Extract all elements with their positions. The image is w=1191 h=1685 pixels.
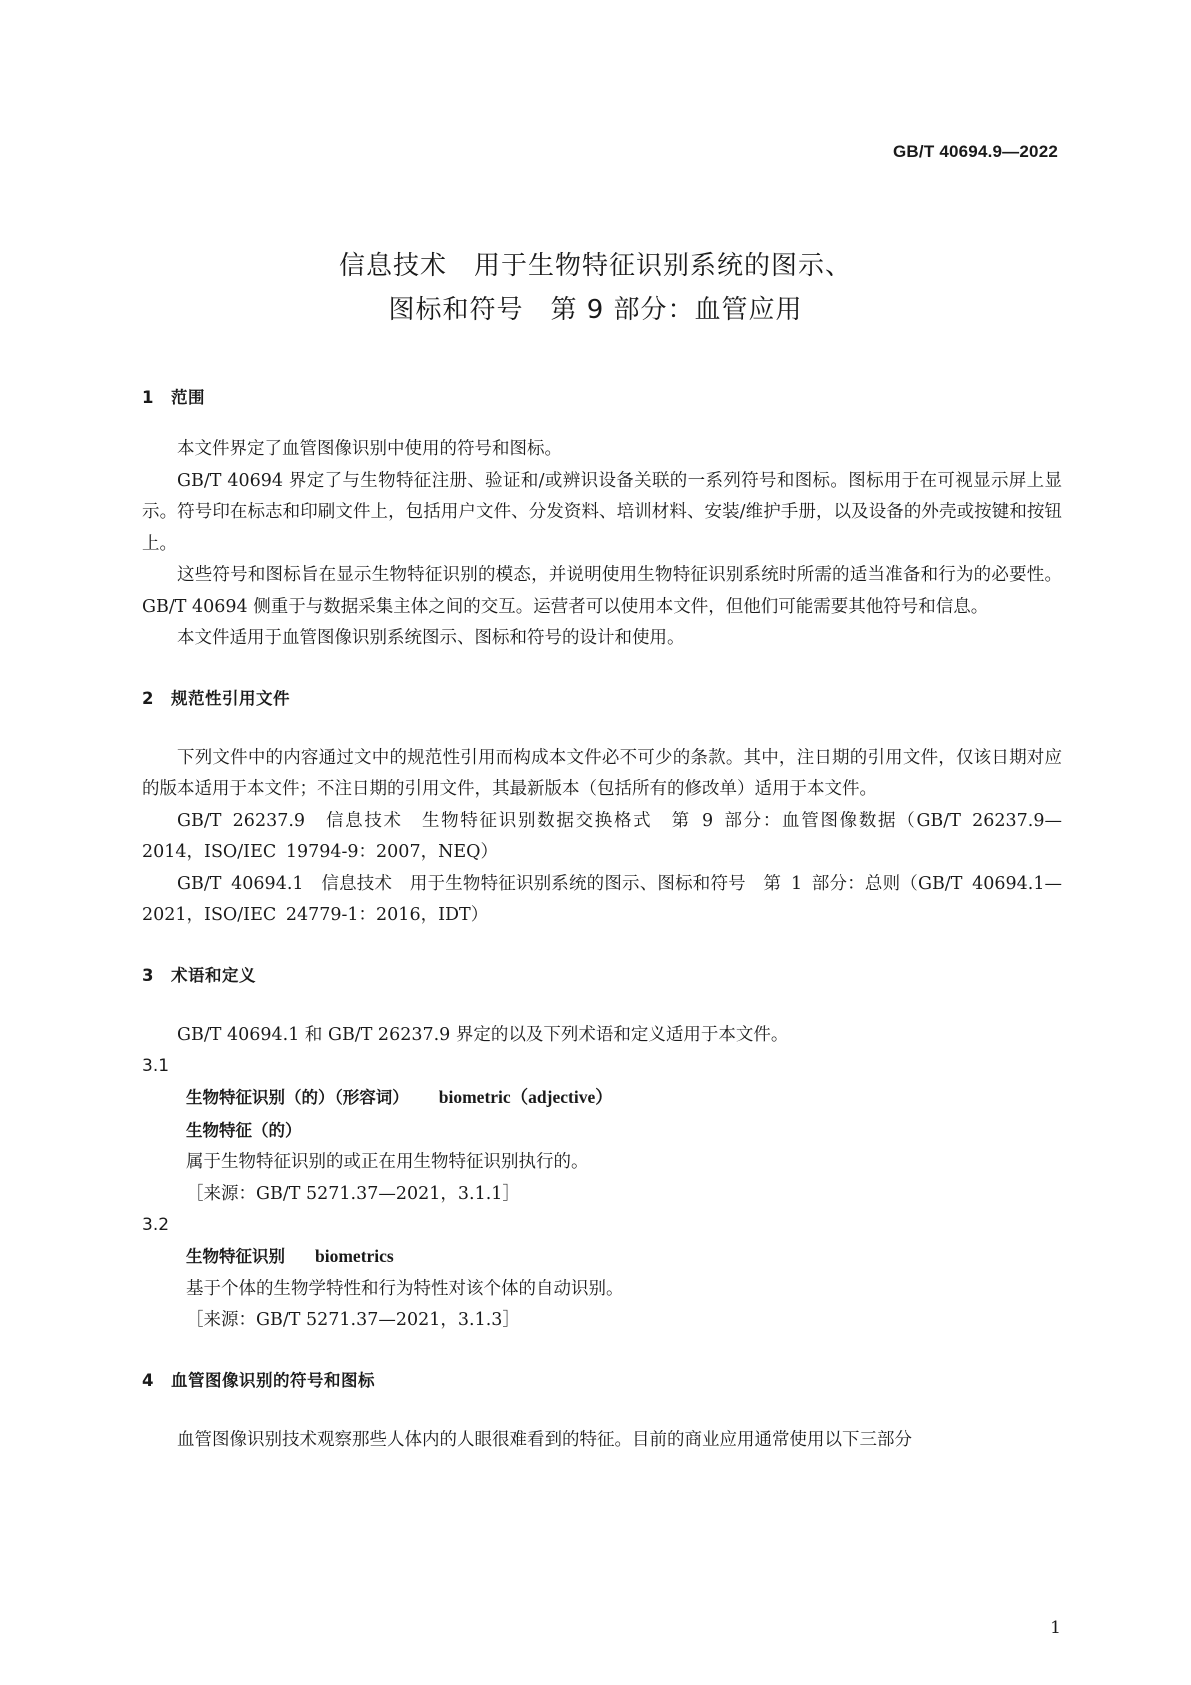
normative-reference: GB/T 40694.1 信息技术 用于生物特征识别系统的图示、图标和符号 第 1 部分：总则（GB/T 40694.1—2021，ISO/IEC 24779-1：2016，IDT） bbox=[142, 873, 1062, 925]
term-number: 3.1 bbox=[142, 1056, 170, 1076]
section-1-paragraph: 本文件适用于血管图像识别系统图示、图标和符号的设计和使用。 bbox=[177, 628, 685, 648]
section-4-heading: 4 血管图像识别的符号和图标 bbox=[142, 1370, 375, 1390]
standard-code: GB/T 40694.9—2022 bbox=[893, 142, 1058, 161]
term-definition: 基于个体的生物学特性和行为特性对该个体的自动识别。 bbox=[186, 1278, 624, 1299]
section-2-intro: 下列文件中的内容通过文中的规范性引用而构成本文件必不可少的条款。其中，注日期的引用文件，仅该日期对应的版本适用于本文件；不注日期的引用文件，其最新版本（包括所有的修改单）适用于本文件。 bbox=[142, 747, 1062, 799]
term-english: biometrics bbox=[315, 1246, 394, 1266]
section-3-intro: GB/T 40694.1 和 GB/T 26237.9 界定的以及下列术语和定义适用于本文件。 bbox=[177, 1024, 789, 1045]
term-entry bbox=[142, 1051, 1062, 1210]
section-4-paragraph: 血管图像识别技术观察那些人体内的人眼很难看到的特征。目前的商业应用通常使用以下三部分 bbox=[177, 1429, 912, 1450]
title-line-1: 信息技术 用于生物特征识别系统的图示、 bbox=[338, 251, 852, 281]
term-source: ［来源：GB/T 5271.37—2021，3.1.3］ bbox=[186, 1310, 520, 1330]
section-1-paragraph: 这些符号和图标旨在显示生物特征识别的模态，并说明使用生物特征识别系统时所需的适当准备和行为的必要性。GB/T 40694 侧重于与数据采集主体之间的交互。运营者可以使用本文件，但他们可能需要其他符号和信息。 bbox=[142, 565, 1062, 617]
section-3-heading: 3 术语和定义 bbox=[142, 965, 256, 985]
term-english: biometric（adjective） bbox=[438, 1087, 613, 1107]
normative-reference: GB/T 26237.9 信息技术 生物特征识别数据交换格式 第 9 部分：血管图像数据（GB/T 26237.9—2014，ISO/IEC 19794-9：2007，NEQ） bbox=[142, 810, 1062, 862]
term-entry bbox=[142, 1210, 1062, 1337]
title-line-2: 图标和符号 第 9 部分：血管应用 bbox=[388, 295, 803, 325]
term-synonym: 生物特征（的） bbox=[186, 1120, 302, 1140]
page-number: 1 bbox=[1050, 1618, 1061, 1638]
section-1-paragraph: GB/T 40694 界定了与生物特征注册、验证和/或辨识设备关联的一系列符号和图标。图标用于在可视显示屏上显示。符号印在标志和印刷文件上，包括用户文件、分发资料、培训材料、安装/维护手册，以及设备的外壳或按键和按钮上。 bbox=[142, 470, 1062, 554]
term-chinese: 生物特征识别（的）（形容词） bbox=[186, 1088, 409, 1107]
document-title bbox=[0, 244, 1191, 332]
term-definition: 属于生物特征识别的或正在用生物特征识别执行的。 bbox=[186, 1152, 589, 1172]
section-1-paragraph: 本文件界定了血管图像识别中使用的符号和图标。 bbox=[177, 439, 562, 459]
term-source: ［来源：GB/T 5271.37—2021，3.1.1］ bbox=[186, 1183, 520, 1204]
section-2-heading: 2 规范性引用文件 bbox=[142, 688, 290, 708]
term-chinese: 生物特征识别 bbox=[186, 1247, 285, 1266]
section-1-heading: 1 范围 bbox=[142, 388, 205, 407]
term-number: 3.2 bbox=[142, 1215, 170, 1235]
document-body bbox=[142, 384, 1062, 1456]
